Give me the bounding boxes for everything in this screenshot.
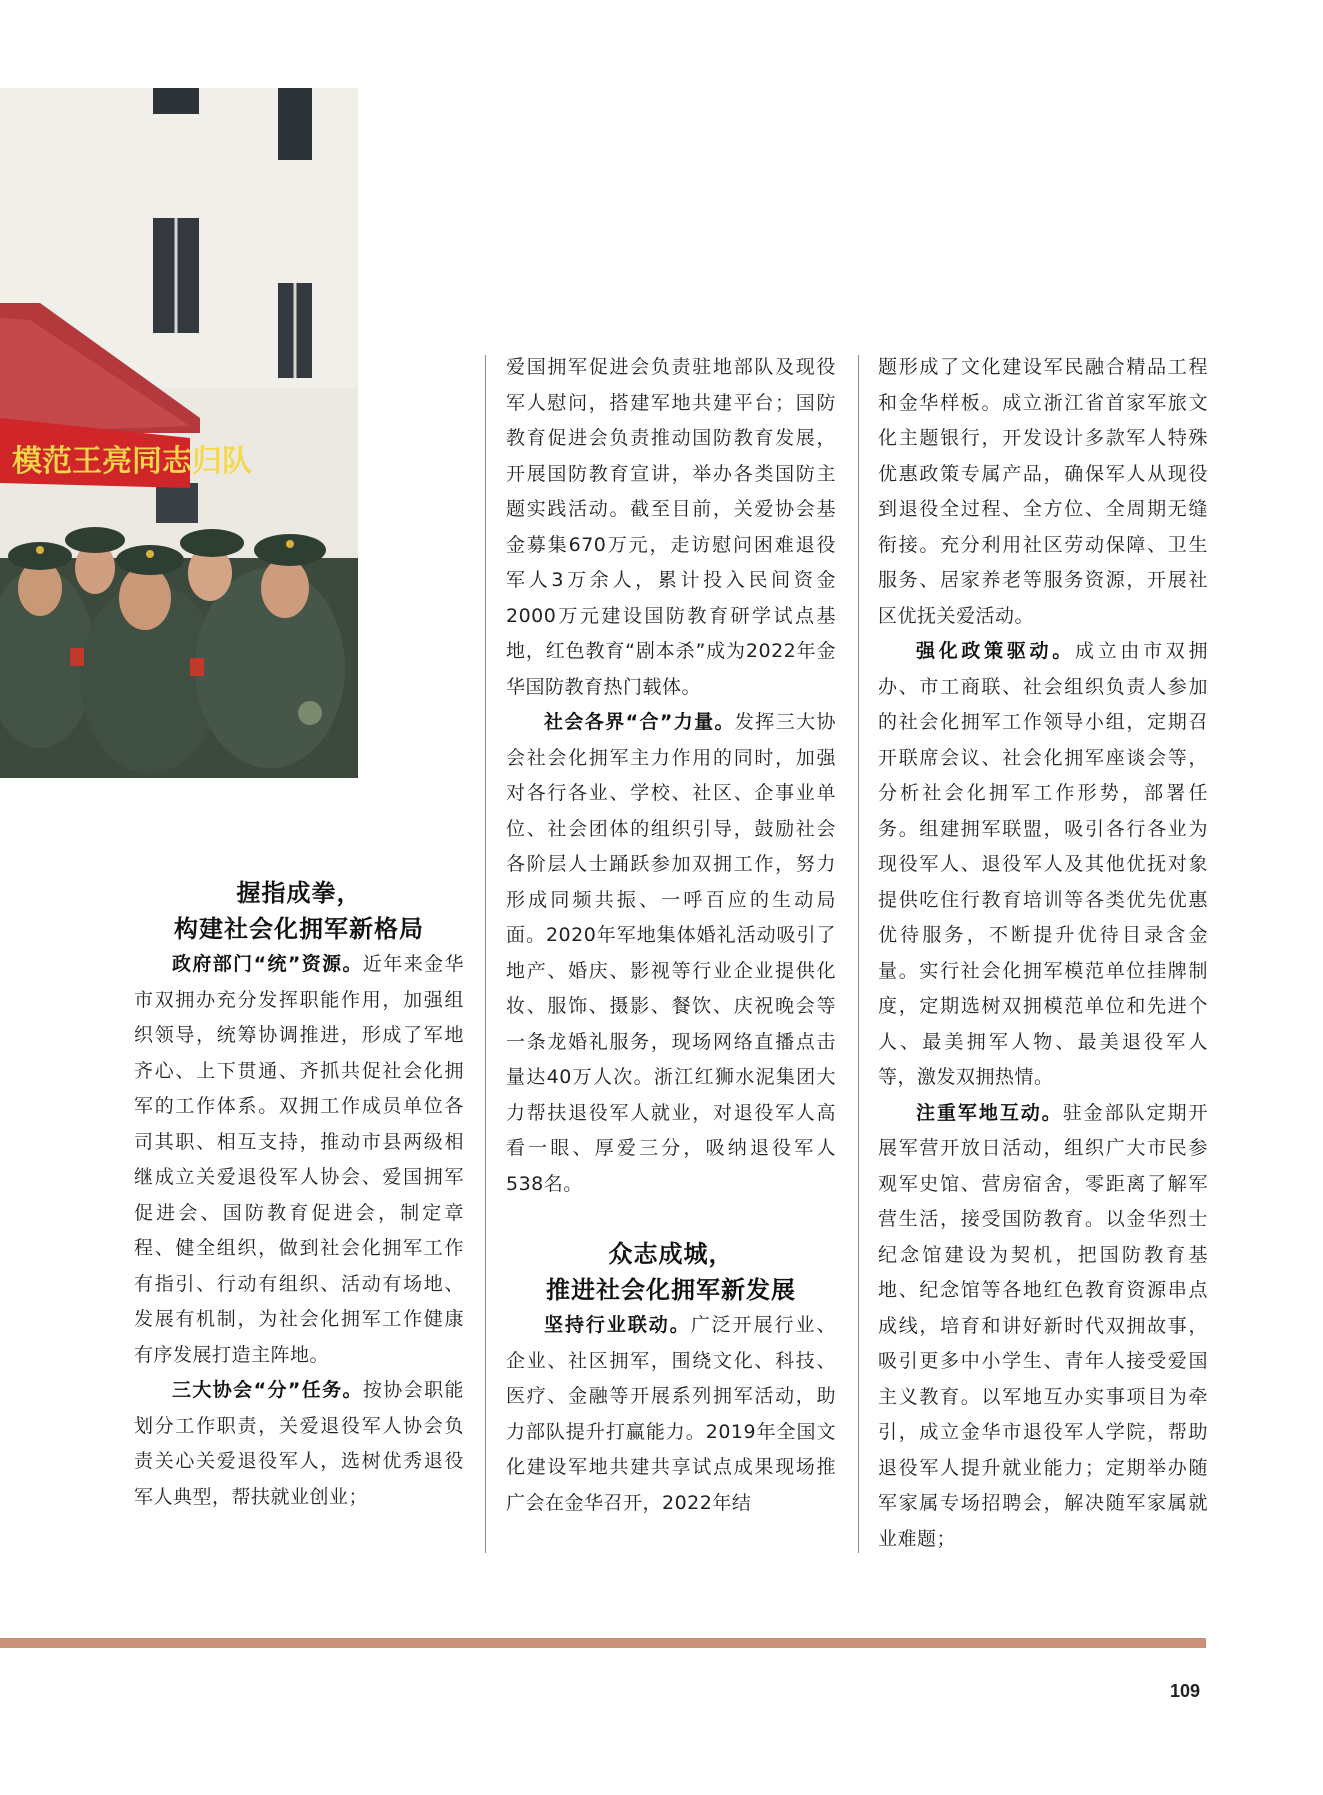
column-divider	[485, 355, 486, 1553]
paragraph-industry-continued: 题形成了文化建设军民融合精品工程和金华样板。成立浙江省首家军旅文化主题银行，开发设计多款军人特殊优惠政策专属产品，确保军人从现役到退役全过程、全方位、全周期无缝衔接。充分利用社区劳动保障、卫生服务、居家养老等服务资源，开展社区优抚关爱活动。	[878, 356, 1208, 627]
column-1	[134, 875, 464, 1515]
paragraph-lead: 三大协会“分”任务。	[172, 1379, 363, 1401]
paragraph-lead: 社会各界“合”力量。	[544, 711, 735, 733]
paragraph-industry	[506, 1308, 836, 1521]
paragraph-society	[506, 705, 836, 1202]
paragraph-text: 成立由市双拥办、市工商联、社会组织负责人参加的社会化拥军工作领导小组，定期召开联席会议、社会化拥军座谈会等，分析社会化拥军工作形势，部署任务。组建拥军联盟，吸引各行各业为现役军人、退役军人及其他优抚对象提供吃住行教育培训等各类优先优惠优待服务，不断提升优待目录含金量。实行社会化拥军模范单位挂牌制度，定期选树双拥模范单位和先进个人、最美拥军人物、最美退役军人等，激发双拥热情。	[878, 640, 1208, 1088]
banner-text: 模范王亮同志归队	[12, 444, 252, 479]
section-title-1-line2: 构建社会化拥军新格局	[174, 915, 424, 943]
section-title-1-line1: 握指成拳，	[236, 879, 362, 907]
section-title-2-line2: 推进社会化拥军新发展	[546, 1276, 796, 1304]
paragraph-policy	[878, 634, 1208, 1096]
column-divider	[858, 355, 859, 1553]
paragraph-interaction	[878, 1096, 1208, 1558]
paragraph-associations-continued: 爱国拥军促进会负责驻地部队及现役军人慰问，搭建军地共建平台；国防教育促进会负责推动国防教育发展，开展国防教育宣讲，举办各类国防主题实践活动。截至目前，关爱协会基金募集670万元，走访慰问困难退役军人3万余人，累计投入民间资金2000万元建设国防教育研学试点基地，红色教育“剧本杀”成为2022年金华国防教育热门载体。	[506, 356, 836, 698]
paragraph-associations	[134, 1373, 464, 1515]
column-3	[878, 350, 1208, 1557]
paragraph-lead: 强化政策驱动。	[916, 640, 1075, 662]
paragraph-text: 广泛开展行业、企业、社区拥军，围绕文化、科技、医疗、金融等开展系列拥军活动，助力部队提升打赢能力。2019年全国文化建设军地共建共享试点成果现场推广会在金华召开，2022年结	[506, 1314, 836, 1514]
paragraph-text: 发挥三大协会社会化拥军主力作用的同时，加强对各行各业、学校、社区、企事业单位、社会团体的组织引导，鼓励社会各阶层人士踊跃参加双拥工作，努力形成同频共振、一呼百应的生动局面。2020年军地集体婚礼活动吸引了地产、婚庆、影视等行业企业提供化妆、服饰、摄影、餐饮、庆祝晚会等一条龙婚礼服务，现场网络直播点击量达40万人次。浙江红狮水泥集团大力帮扶退役军人就业，对退役军人高看一眼、厚爱三分，吸纳退役军人538名。	[506, 711, 836, 1195]
soldiers-photo-illustration	[0, 88, 358, 778]
column-2	[506, 350, 836, 1521]
paragraph-text: 按协会职能划分工作职责，关爱退役军人协会负责关心关爱退役军人，选树优秀退役军人典型，帮扶就业创业；	[134, 1379, 464, 1508]
section-title-2-line1: 众志成城，	[608, 1240, 734, 1268]
paragraph-lead: 注重军地互动。	[916, 1101, 1063, 1124]
page-number: 109	[1170, 1681, 1201, 1701]
paragraph-lead: 坚持行业联动。	[544, 1314, 691, 1336]
paragraph-text: 驻金部队定期开展军营开放日活动，组织广大市民参观军史馆、营房宿舍，零距离了解军营生活，接受国防教育。以金华烈士纪念馆建设为契机，把国防教育基地、纪念馆等各地红色教育资源串点成线，培育和讲好新时代双拥故事，吸引更多中小学生、青年人接受爱国主义教育。以军地互办实事项目为牵引，成立金华市退役军人学院，帮助退役军人提升就业能力；定期举办随军家属专场招聘会，解决随军家属就业难题；	[878, 1101, 1208, 1550]
section-title-2	[506, 1236, 836, 1308]
paragraph-lead: 政府部门“统”资源。	[172, 953, 363, 975]
footer-bar	[0, 1638, 1206, 1648]
soldiers-photo	[0, 88, 358, 778]
paragraph-text: 近年来金华市双拥办充分发挥职能作用，加强组织领导，统筹协调推进，形成了军地齐心、上下贯通、齐抓共促社会化拥军的工作体系。双拥工作成员单位各司其职、相互支持，推动市县两级相继成立关爱退役军人协会、爱国拥军促进会、国防教育促进会，制定章程、健全组织，做到社会化拥军工作有指引、行动有组织、活动有场地、发展有机制，为社会化拥军工作健康有序发展打造主阵地。	[134, 953, 464, 1366]
section-title-1	[134, 875, 464, 947]
paragraph-government	[134, 947, 464, 1373]
